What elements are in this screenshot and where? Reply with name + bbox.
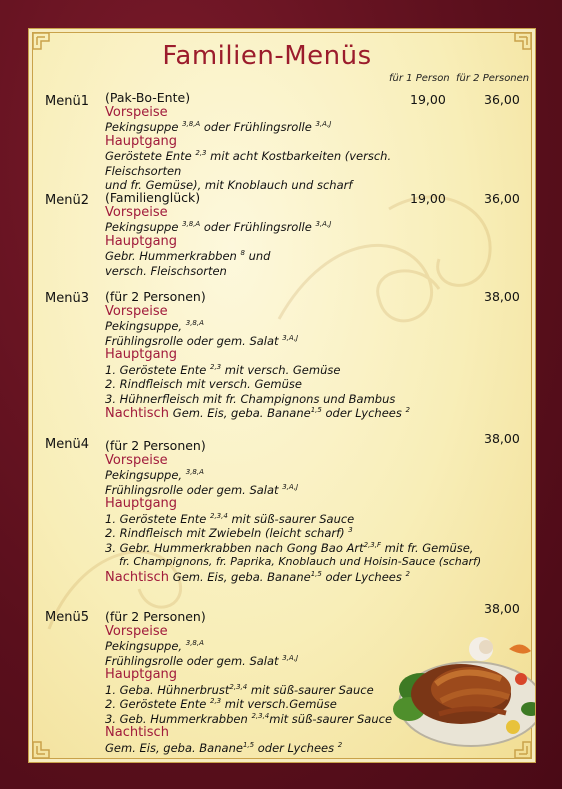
price-two-persons: 36,00 [484,191,520,206]
section-heading-vorspeise: Vorspeise [105,452,168,468]
dish-line: und fr. Gemüse), mit Knoblauch und scharf [105,178,353,192]
section-heading-vorspeise: Vorspeise [105,104,168,120]
page-title: Familien-Menüs [162,41,372,71]
menu-subtitle: (Familienglück) [105,190,201,205]
dish-line: 3. Hühnerfleisch mit fr. Champignons und Bambus [105,391,396,406]
price-two-persons: 38,00 [484,601,520,616]
dish-line: 1. Geröstete Ente $^{2,3}$ mit versch. Gemüse [105,362,341,377]
menu-4-details [105,439,485,585]
nachtisch-line: Nachtisch Gem. Eis, geba. Banane$^{1,5}$ oder Lychees $^2$ [105,406,410,421]
menu-label: Menü1 [45,94,89,109]
price-one-person: 19,00 [410,92,446,107]
roast-duck-platter-image [391,609,536,749]
dish-line: 3. Geb. Hummerkrabben $^{2,3,4}$mit süß-saurer Sauce [105,711,393,726]
column-header-two-persons: für 2 Personen [456,73,530,84]
menu-label: Menü4 [45,437,89,452]
section-heading-hauptgang: Hauptgang [105,133,178,149]
dish-line: Gem. Eis, geba. Banane$^{1,5}$ oder Lychees $^2$ [105,740,343,755]
section-heading-vorspeise: Vorspeise [105,623,168,639]
dish-line: Frühlingsrolle oder gem. Salat $^{3,A,J}$ [105,482,299,497]
section-heading-vorspeise: Vorspeise [105,204,168,220]
menu-label: Menü5 [45,610,89,625]
dish-line: 2. Geröstete Ente $^{2,3}$ mit versch.Gemüse [105,697,337,711]
section-heading-nachtisch: Nachtisch [105,725,169,740]
section-heading-hauptgang: Hauptgang [105,667,178,682]
dish-line: Pekingsuppe $^{3,8,A}$ oder Frühlingsrolle $^{3,A,J}$ [105,220,332,234]
price-two-persons: 36,00 [484,92,520,107]
menu-3-details [105,290,465,422]
menu-paper [28,28,536,763]
dish-line: Gebr. Hummerkrabben $^8$ und [105,249,271,263]
dish-line: versch. Fleischsorten [105,263,227,278]
dish-line: 1. Geba. Hühnerbrust$^{2,3,4}$ mit süß-saurer Sauce [105,682,374,697]
corner-ornament-bottom-left [31,740,51,760]
section-heading-vorspeise: Vorspeise [105,303,168,319]
dish-line: 2. Rindfleisch mit versch. Gemüse [105,377,302,391]
dish-line: Pekingsuppe, $^{3,8,A}$ [105,639,204,653]
menu-subtitle: (für 2 Personen) [105,438,206,453]
dish-line: Pekingsuppe, $^{3,8,A}$ [105,319,204,333]
menu-subtitle: (für 2 Personen) [105,289,206,304]
dish-line: fr. Champignons, fr. Paprika, Knoblauch und Hoisin-Sauce (scharf) [119,555,482,568]
dish-line: Frühlingsrolle oder gem. Salat $^{3,A,J}$ [105,653,299,668]
section-heading-hauptgang: Hauptgang [105,347,178,362]
dish-line: 1. Geröstete Ente $^{2,3,4}$ mit süß-saurer Sauce [105,511,355,526]
nachtisch-line: Nachtisch Gem. Eis, geba. Banane$^{1,5}$ oder Lychees $^2$ [105,569,410,585]
dish-line: Frühlingsrolle oder gem. Salat $^{3,A,J}$ [105,333,299,348]
dish-line: Geröstete Ente $^{2,3}$ mit acht Kostbarkeiten (versch. Fleischsorten [105,149,392,178]
price-one-person: 19,00 [410,191,446,206]
dish-line: Pekingsuppe, $^{3,8,A}$ [105,468,204,482]
price-two-persons: 38,00 [484,431,520,446]
menu-subtitle: (für 2 Personen) [105,609,206,624]
menu-1-details [105,91,465,193]
menu-subtitle: (Pak-Bo-Ente) [105,90,191,105]
section-heading-hauptgang: Hauptgang [105,496,178,511]
dish-line: Pekingsuppe $^{3,8,A}$ oder Frühlingsrolle $^{3,A,J}$ [105,120,332,134]
dish-line: 3. Gebr. Hummerkrabben nach Gong Bao Art$^{2,3,F}$ mit fr. Gemüse, [105,540,474,555]
menu-label: Menü3 [45,291,89,306]
dish-line: 2. Rindfleisch mit Zwiebeln (leicht scharf) $^3$ [105,526,353,540]
section-heading-hauptgang: Hauptgang [105,233,178,249]
column-header-one-person: für 1 Person [389,73,450,84]
menu-2-details [105,191,465,278]
menu-label: Menü2 [45,193,89,208]
price-two-persons: 38,00 [484,289,520,304]
